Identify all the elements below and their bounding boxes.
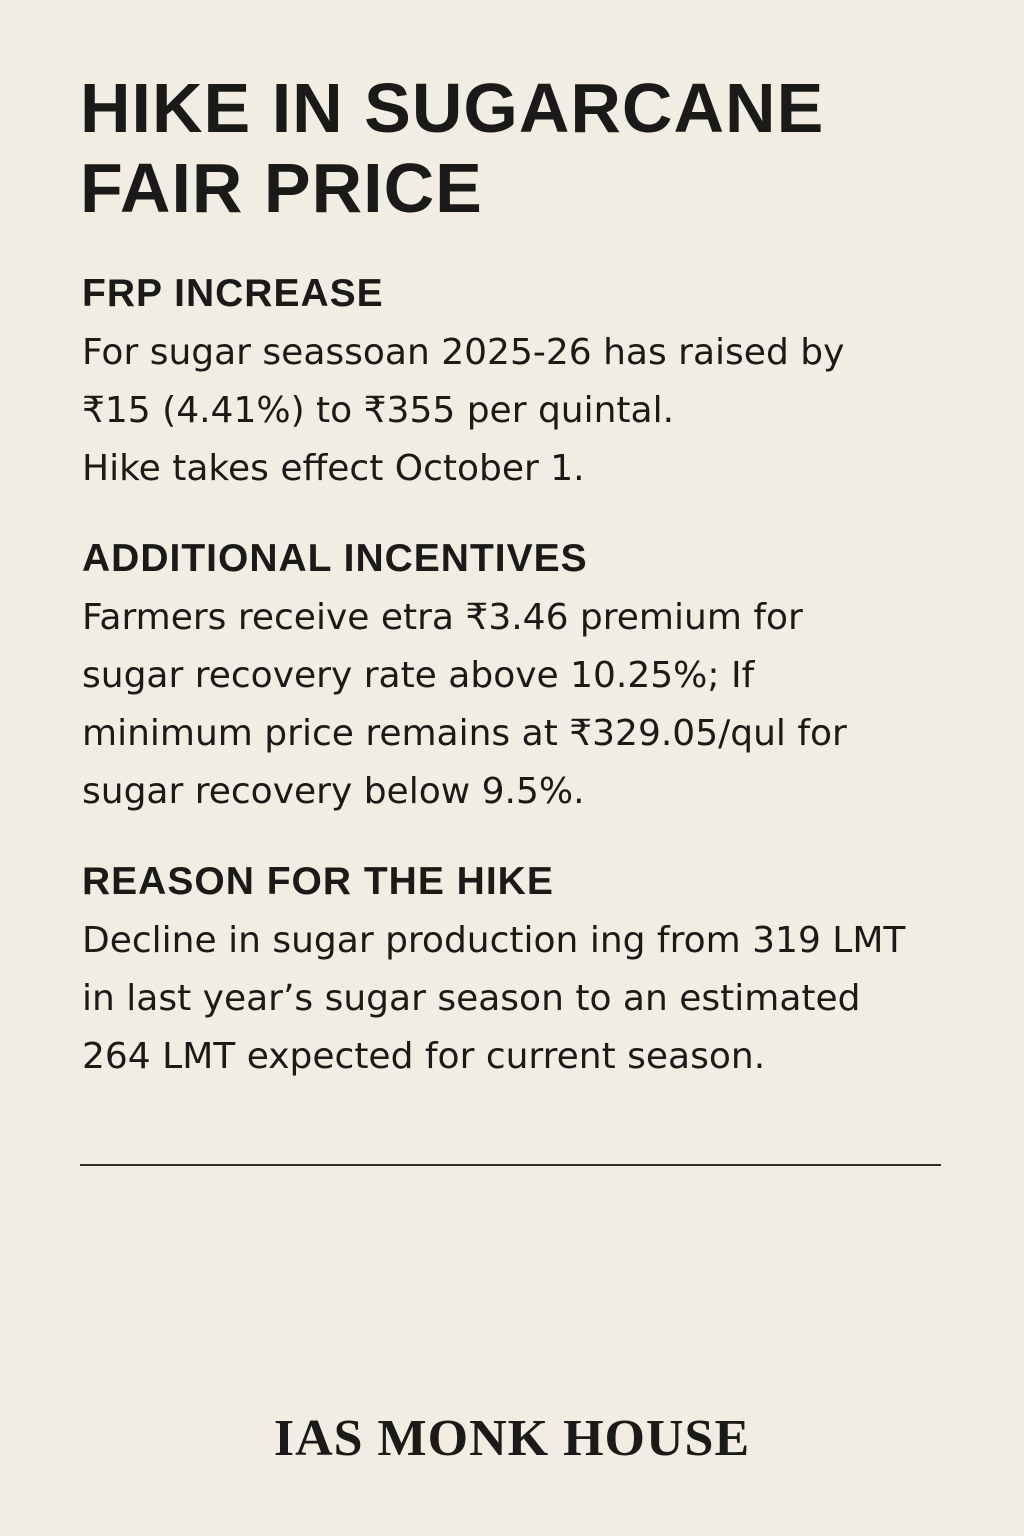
section-body [82,912,962,1086]
section-heading: REASON FOR THE HIKE [82,860,554,903]
section-body [82,589,962,821]
section-body [82,324,962,498]
page-title-line-1: HIKE IN SUGARCANE [80,69,825,147]
section-reason-for-hike [82,860,962,1086]
body-line: in last year’s sugar season to an estimated [82,978,861,1019]
body-line: ₹15 (4.41%) to ₹355 per quintal. [82,390,675,431]
body-line: Farmers receive etra ₹3.46 premium for [82,597,803,638]
body-line: sugar recovery rate above 10.25%; If [82,655,755,696]
page-title [80,68,980,228]
page-title-line-2: FAIR PRICE [80,149,483,227]
body-line: minimum price remains at ₹329.05/qul for [82,713,847,754]
body-line: sugar recovery below 9.5%. [82,771,585,812]
body-line: Hike takes effect October 1. [82,448,585,489]
section-heading: FRP INCREASE [82,272,384,315]
section-frp-increase [82,272,962,498]
body-line: For sugar seassoan 2025-26 has raised by [82,332,845,373]
section-additional-incentives [82,537,962,821]
body-line: Decline in sugar production ing from 319 LMT [82,920,906,961]
divider [80,1164,941,1166]
section-heading: ADDITIONAL INCENTIVES [82,537,588,580]
body-line: 264 LMT expected for current season. [82,1036,766,1077]
footer-brand: IAS MONK HOUSE [273,1410,751,1467]
